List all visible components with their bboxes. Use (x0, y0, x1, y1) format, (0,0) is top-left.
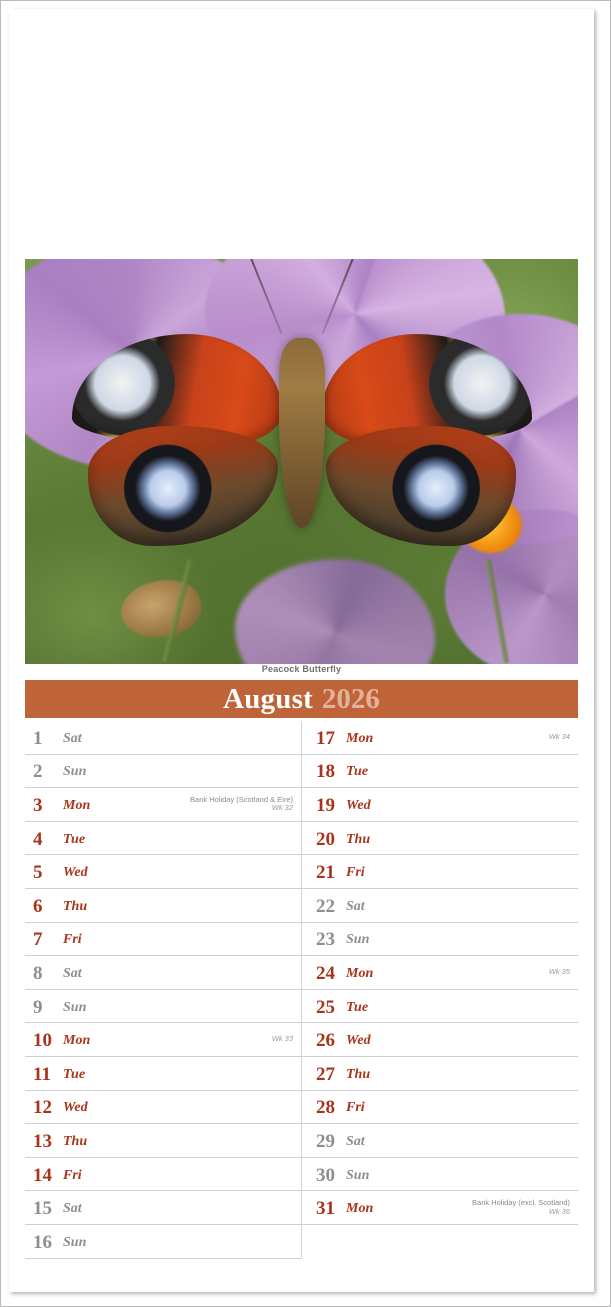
day-number: 27 (316, 1063, 335, 1085)
day-row[interactable] (302, 1091, 578, 1125)
day-row[interactable] (25, 855, 301, 889)
day-row[interactable] (25, 755, 301, 789)
photo-frame (25, 259, 578, 664)
day-annotations (549, 733, 572, 742)
day-number: 2 (33, 761, 43, 783)
day-number: 26 (316, 1030, 335, 1052)
day-of-week: Fri (63, 1167, 82, 1183)
day-number: 3 (33, 794, 43, 816)
butterfly-wing-right (322, 334, 532, 544)
week-number: Wk 34 (548, 731, 570, 741)
day-number: 7 (33, 929, 43, 951)
day-of-week: Thu (346, 1066, 371, 1082)
day-of-week: Sat (346, 1133, 365, 1149)
days-column-right (302, 721, 578, 1259)
week-number: Wk 33 (271, 1034, 293, 1044)
week-number: Wk 35 (548, 967, 570, 977)
day-number: 24 (316, 962, 335, 984)
day-of-week: Thu (63, 898, 88, 914)
day-of-week: Sat (63, 730, 82, 746)
day-number: 22 (316, 895, 335, 917)
day-of-week: Sun (346, 1167, 370, 1183)
day-number: 5 (33, 862, 43, 884)
day-of-week: Tue (346, 764, 369, 780)
peacock-butterfly-photo (25, 259, 578, 664)
day-of-week: Mon (63, 1033, 91, 1049)
day-number: 14 (33, 1164, 52, 1186)
day-number: 12 (33, 1097, 52, 1119)
day-number: 28 (316, 1097, 335, 1119)
photo-caption: Peacock Butterfly (261, 664, 342, 674)
day-row[interactable] (25, 1191, 301, 1225)
day-row[interactable] (302, 1158, 578, 1192)
day-of-week: Mon (63, 797, 91, 813)
day-row[interactable] (302, 1057, 578, 1091)
day-row[interactable] (302, 721, 578, 755)
day-number: 1 (33, 727, 43, 749)
day-of-week: Wed (346, 1033, 371, 1049)
day-row[interactable] (25, 990, 301, 1024)
day-number: 13 (33, 1130, 52, 1152)
holiday-note: Bank Holiday (excl. Scotland) (472, 1197, 570, 1207)
day-number: 8 (33, 962, 43, 984)
day-of-week: Fri (346, 1100, 365, 1116)
day-of-week: Mon (346, 730, 374, 746)
butterfly (72, 314, 532, 584)
day-row[interactable] (25, 1124, 301, 1158)
day-of-week: Sun (63, 1234, 87, 1250)
day-of-week: Thu (63, 1133, 88, 1149)
day-number: 19 (316, 794, 335, 816)
day-row[interactable] (302, 990, 578, 1024)
day-number: 4 (33, 828, 43, 850)
day-of-week: Sat (346, 898, 365, 914)
day-of-week: Sun (63, 999, 87, 1015)
day-number: 18 (316, 761, 335, 783)
week-number: Wk 36 (548, 1206, 570, 1216)
day-of-week: Sun (63, 764, 87, 780)
month-label: August (223, 682, 313, 715)
day-row[interactable] (25, 956, 301, 990)
year-label: 2026 (321, 682, 380, 715)
day-row[interactable] (25, 788, 301, 822)
day-number: 10 (33, 1030, 52, 1052)
week-number: Wk 32 (271, 803, 293, 813)
day-row[interactable] (25, 1057, 301, 1091)
day-row[interactable] (302, 1124, 578, 1158)
day-row[interactable] (302, 1191, 578, 1225)
day-number: 25 (316, 996, 335, 1018)
day-of-week: Wed (63, 1100, 88, 1116)
day-of-week: Sun (346, 932, 370, 948)
day-of-week: Wed (346, 797, 371, 813)
day-number: 23 (316, 929, 335, 951)
day-row[interactable] (302, 788, 578, 822)
day-of-week: Mon (346, 965, 374, 981)
day-row[interactable] (302, 889, 578, 923)
day-row[interactable] (25, 1023, 301, 1057)
day-row[interactable] (25, 721, 301, 755)
day-row[interactable] (302, 822, 578, 856)
top-margin (9, 9, 594, 259)
day-number: 31 (316, 1198, 335, 1220)
day-of-week: Fri (63, 932, 82, 948)
day-number: 29 (316, 1130, 335, 1152)
hindwing (88, 426, 278, 546)
day-row[interactable] (25, 822, 301, 856)
day-number: 15 (33, 1198, 52, 1220)
holiday-note: Bank Holiday (Scotland & Eire) (190, 794, 293, 804)
day-number: 30 (316, 1164, 335, 1186)
day-of-week: Fri (346, 865, 365, 881)
day-annotations (272, 1035, 295, 1044)
day-row[interactable] (302, 855, 578, 889)
day-row[interactable] (25, 923, 301, 957)
day-row[interactable] (25, 889, 301, 923)
day-annotations (190, 796, 295, 813)
calendar-sheet (9, 9, 594, 1292)
day-of-week: Tue (346, 999, 369, 1015)
day-annotations (549, 968, 572, 977)
day-of-week: Tue (63, 1066, 86, 1082)
day-annotations (472, 1199, 572, 1216)
day-row[interactable] (302, 1023, 578, 1057)
butterfly-body (279, 338, 325, 528)
day-number: 6 (33, 895, 43, 917)
butterfly-wing-left (72, 334, 282, 544)
day-number: 16 (33, 1231, 52, 1253)
day-row[interactable] (25, 1091, 301, 1125)
day-row[interactable] (25, 1158, 301, 1192)
day-number: 9 (33, 996, 43, 1018)
day-number: 17 (316, 727, 335, 749)
day-row[interactable] (302, 923, 578, 957)
day-of-week: Tue (63, 831, 86, 847)
month-grid (25, 721, 578, 1259)
days-column-left (25, 721, 302, 1259)
day-of-week: Sat (63, 965, 82, 981)
hindwing (326, 426, 516, 546)
day-number: 11 (33, 1063, 51, 1085)
day-number: 21 (316, 862, 335, 884)
day-row[interactable] (302, 755, 578, 789)
day-row[interactable] (302, 956, 578, 990)
day-of-week: Wed (63, 865, 88, 881)
day-of-week: Sat (63, 1201, 82, 1217)
day-of-week: Mon (346, 1201, 374, 1217)
day-number: 20 (316, 828, 335, 850)
bottom-margin (25, 1264, 578, 1292)
day-of-week: Thu (346, 831, 371, 847)
month-header-bar (25, 680, 578, 718)
day-row[interactable] (25, 1225, 301, 1259)
